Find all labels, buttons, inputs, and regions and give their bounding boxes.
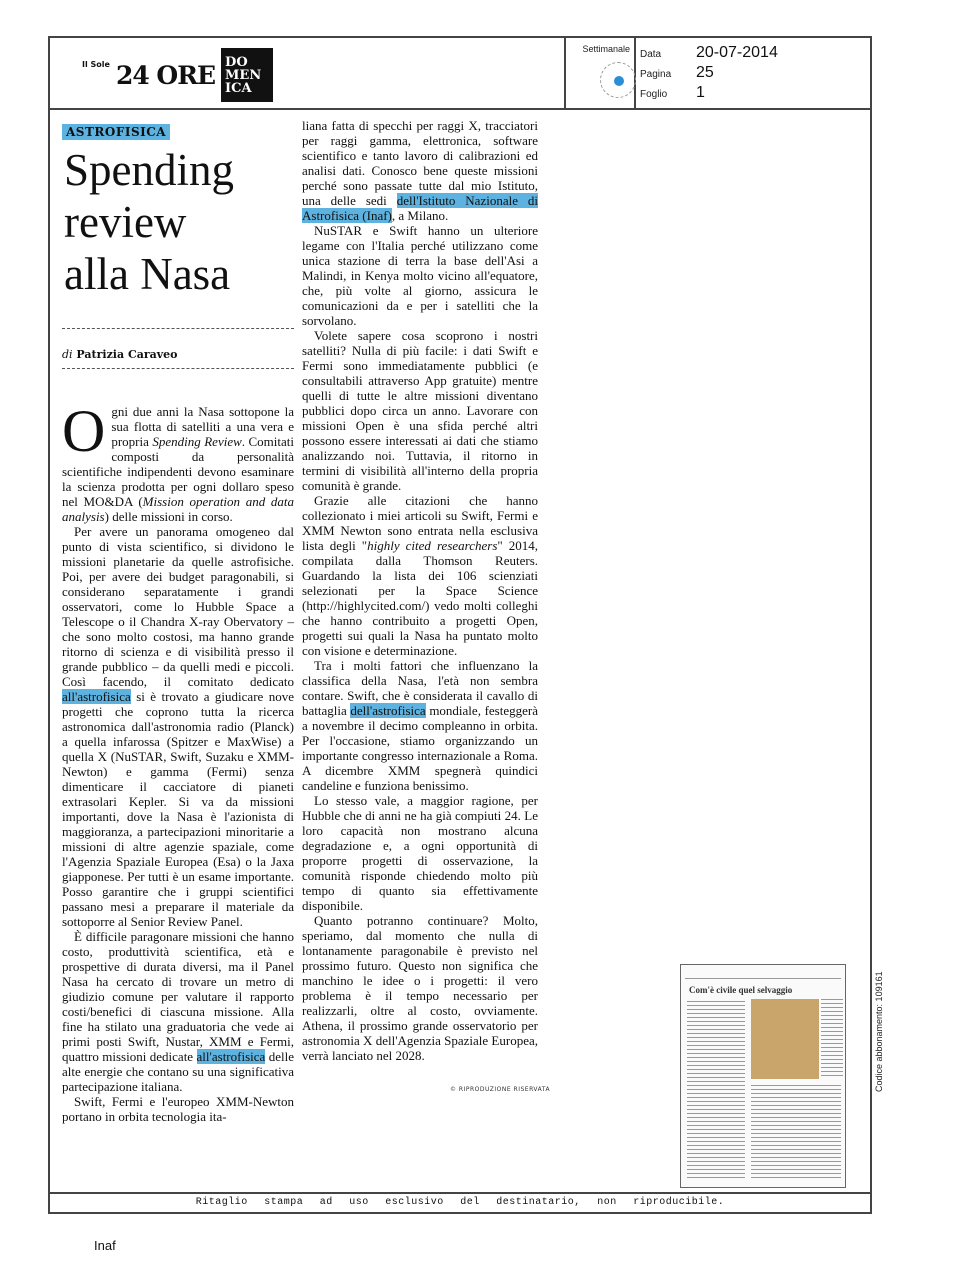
frequency-label: Settimanale: [582, 44, 630, 54]
byline: [62, 348, 177, 361]
italic-text: Spending Review: [152, 434, 242, 449]
text-run: ) delle missioni in corso.: [104, 509, 233, 524]
seal-dot: [614, 76, 624, 86]
italic-text: Mission operation and data analysis: [62, 494, 294, 524]
highlighted-keyword: all'astrofisica: [196, 1049, 266, 1064]
byline-divider: [62, 368, 294, 369]
paragraph: Lo stesso vale, a maggior ragione, per Hubble che di anni ne ha già compiuti 24. Le loro capacità non mostrano alcuna degradazione e, a ogni opportunità di proporre progetti di osservazione, la comunità risponde chiedendo molto più tempo di quanto sia effettivamente disponibile.: [302, 793, 538, 913]
highlighted-keyword: dell'astrofisica: [350, 703, 426, 718]
text-run: È difficile paragonare missioni che hanno costo, produttività scientifica, età e prospettive di durata diversi, ma il Panel Nasa ha cercato di trovare un metro di giudizio comune per valutare il rapporto costi/benefici di ciascuna missione. Alla fine ha stilato una graduatoria che vede ai primi posti Swift, Nustar, XMM e Fermi, quattro missioni dedicate: [62, 929, 294, 1064]
logo-domenica-line: MEN: [225, 67, 262, 83]
meta-date-row: [640, 44, 778, 64]
dropcap: O: [62, 398, 106, 464]
text-run: " 2014, compilata dalla Thomson Reuters. Guardando la lista dei 106 scienziati selezionati per la Space Science (http://highlycited.com/) vedo molti colleghi che hanno contribuito a progetti Open, progetti sui quali la Nasa ha puntato molto con visione e determinazione.: [302, 538, 539, 658]
paragraph: [302, 493, 538, 658]
page-label: Inaf: [94, 1238, 116, 1253]
meta-date-label: Data: [640, 49, 662, 60]
meta-page-label: Pagina: [640, 69, 672, 80]
highlighted-keyword: all'astrofisica: [62, 689, 131, 704]
clipping-frame: [48, 36, 884, 1214]
byline-author: Patrizia Caraveo: [76, 348, 178, 361]
paragraph: [302, 118, 538, 223]
paragraph: NuSTAR e Swift hanno un ulteriore legame con l'Italia perché utilizzano come unica stazione di terra la base dell'Asi a Malindi, in Kenya molto vicino all'equatore, che, più volte al giorno, assicura le comunicazioni da e per i satelliti che la sorvolano.: [302, 223, 538, 328]
article-column-2: [302, 118, 538, 1063]
logo-domenica-line: ICA: [225, 80, 252, 96]
thumbnail-header: [685, 969, 841, 979]
text-run: delle alte energie che contano su una significativa partecipazione italiana.: [62, 1049, 295, 1094]
section-rubric: ASTROFISICA: [62, 124, 170, 140]
text-run: gni due anni la Nasa sottopone la sua flotta di satelliti a una vera e propria: [111, 404, 294, 449]
meta-sheet-row: [640, 84, 778, 104]
subscription-code: Codice abbonamento: 109161: [874, 971, 884, 1092]
meta-page-value: 25: [696, 64, 714, 81]
article-title-line: review: [64, 197, 187, 247]
article-column-1: [62, 398, 295, 1124]
copyright-note: © RIPRODUZIONE RISERVATA: [450, 1086, 551, 1093]
text-run: Tra i molti fattori che influenzano la classifica della Nasa, l'età non sembra contare. Swift, che è considerata il cavallo di battaglia: [302, 658, 538, 718]
byline-prefix: di: [62, 348, 73, 361]
monitoring-seal-icon: [600, 62, 636, 98]
article-title-line: Spending: [64, 145, 235, 195]
paragraph: [62, 929, 294, 1094]
paragraph: Swift, Fermi e l'europeo XMM-Newton portano in orbita tecnologia ita-: [62, 1094, 294, 1124]
text-run: . Comitati composti da personalità scientifiche indipendenti devono esaminare la scienza prodotta per ogni dollaro speso nel MO&DA (: [62, 434, 295, 509]
thumbnail-title: Com'è civile quel selvaggio: [689, 985, 793, 995]
article-title: [64, 144, 294, 300]
logo-domenica-block: [221, 48, 273, 102]
meta-sheet-label: Foglio: [640, 89, 668, 100]
paragraph: [302, 658, 538, 793]
publication-meta: [640, 44, 778, 104]
thumbnail-text-block: [821, 999, 843, 1079]
logo-small-text: Il Sole: [82, 60, 110, 69]
italic-text: highly cited researchers: [367, 538, 498, 553]
highlighted-keyword: dell'Istituto Nazionale di Astrofisica (Inaf): [302, 193, 538, 223]
thumbnail-text-block: [687, 1001, 745, 1181]
text-run: Per avere un panorama omogeneo dal punto di vista scientifico, si dividono le missioni planetarie da quelle astrofisiche. Poi, per avere dei budget paragonabili, si considerano separatamente i grandi osservatori, come lo Hubble Space a Telescope o il Chandra X-ray Obervatory – che sono molto costosi, ma hanno grande ritorno di scienza e di visibilità presso il grande pubblico – da quelli medi e piccoli. Così facendo, il comitato dedicato: [62, 524, 294, 689]
clipping-footer: Ritaglio stampa ad uso esclusivo del destinatario, non riproducibile.: [50, 1192, 870, 1212]
thumbnail-text-block: [751, 1085, 841, 1181]
paragraph: Volete sapere cosa scoprono i nostri satelliti? Nulla di più facile: i dati Swift e Fermi sono immediatamente pubblici (e consultabili attraverso App gratuite) mentre quelli di tutte le altre missioni diventano pubblici dopo circa un anno. Lavorare con missioni Open è una sfida perché altri possono essere interessati ai dati che stiamo analizzando noi. Tuttavia, il ritorno in termini di visibilità all'interno della propria comunità è grande.: [302, 328, 538, 493]
paragraph: [62, 398, 295, 524]
logo-domenica-line: DO: [225, 54, 248, 70]
paragraph: Quanto potranno continuare? Molto, speriamo, dal momento che nulla di lontanamente paragonabile è previsto nel prossimo futuro. Questo non significa che manchino le idee o i progetti: il vero problema è il tempo necessario per realizzarli, oltre al costo, ovviamente. Athena, il prossimo grande osservatorio per astronomia X dell'Agenzia Spaziale Europea, verrà lanciato nel 2028.: [302, 913, 538, 1063]
page-thumbnail: [680, 964, 846, 1188]
article-title-line: alla Nasa: [64, 249, 231, 299]
title-divider: [62, 328, 294, 329]
paragraph: [62, 524, 294, 929]
text-run: Grazie alle citazioni che hanno collezionato i miei articoli su Swift, Fermi e XMM Newton sono entrata nella esclusiva lista degli ": [302, 493, 538, 553]
logo-main-text: 24 ORE: [115, 60, 216, 90]
meta-page-row: [640, 64, 778, 84]
text-run: liana fatta di specchi per raggi X, tracciatori per raggi gamma, elettronica, software scientifico e tanto lavoro di calibrazioni ed analisi dati. Conosco bene queste missioni perché sono passate tutte dal mio Istituto, una delle sedi: [302, 118, 538, 208]
text-run: mondiale, festeggerà a novembre il decimo compleanno in orbita. Per l'occasione, stiamo organizzando un importante congresso internazionale a Roma. A dicembre XMM spegnerà quindici candeline e funziona benissimo.: [302, 703, 538, 793]
thumbnail-illustration: [751, 999, 819, 1079]
text-run: si è trovato a giudicare nove progetti che coprono tutta la ricerca astronomica dall'astronomia radio (Planck) a quella infarossa (Spitzer e MaxWise) a quella X (NuSTAR, Swift, Suzaku e XMM-Newton) e gamma (Fermi) senza dimenticare il cacciatore di pianeti extrasolari Kepler. Si va da missioni importanti, dove la Nasa è l'azionista di maggioranza, a partecipazioni minoritarie a missioni di altre agenzie spaziale, come l'Agenzia Spaziale Europea (Esa) o la Jaxa giapponese. Per tutti è un esame importante. Posso garantire che i gruppi scientifici passano mesi a preparare il materiale da sottoporre al Senior Review Panel.: [62, 689, 294, 929]
clipping-header: [50, 38, 870, 110]
newspaper-logo: [82, 48, 273, 102]
meta-date-value: 20-07-2014: [696, 44, 778, 61]
meta-sheet-value: 1: [696, 84, 705, 101]
frequency-box: [564, 38, 636, 108]
text-run: , a Milano.: [391, 208, 449, 223]
